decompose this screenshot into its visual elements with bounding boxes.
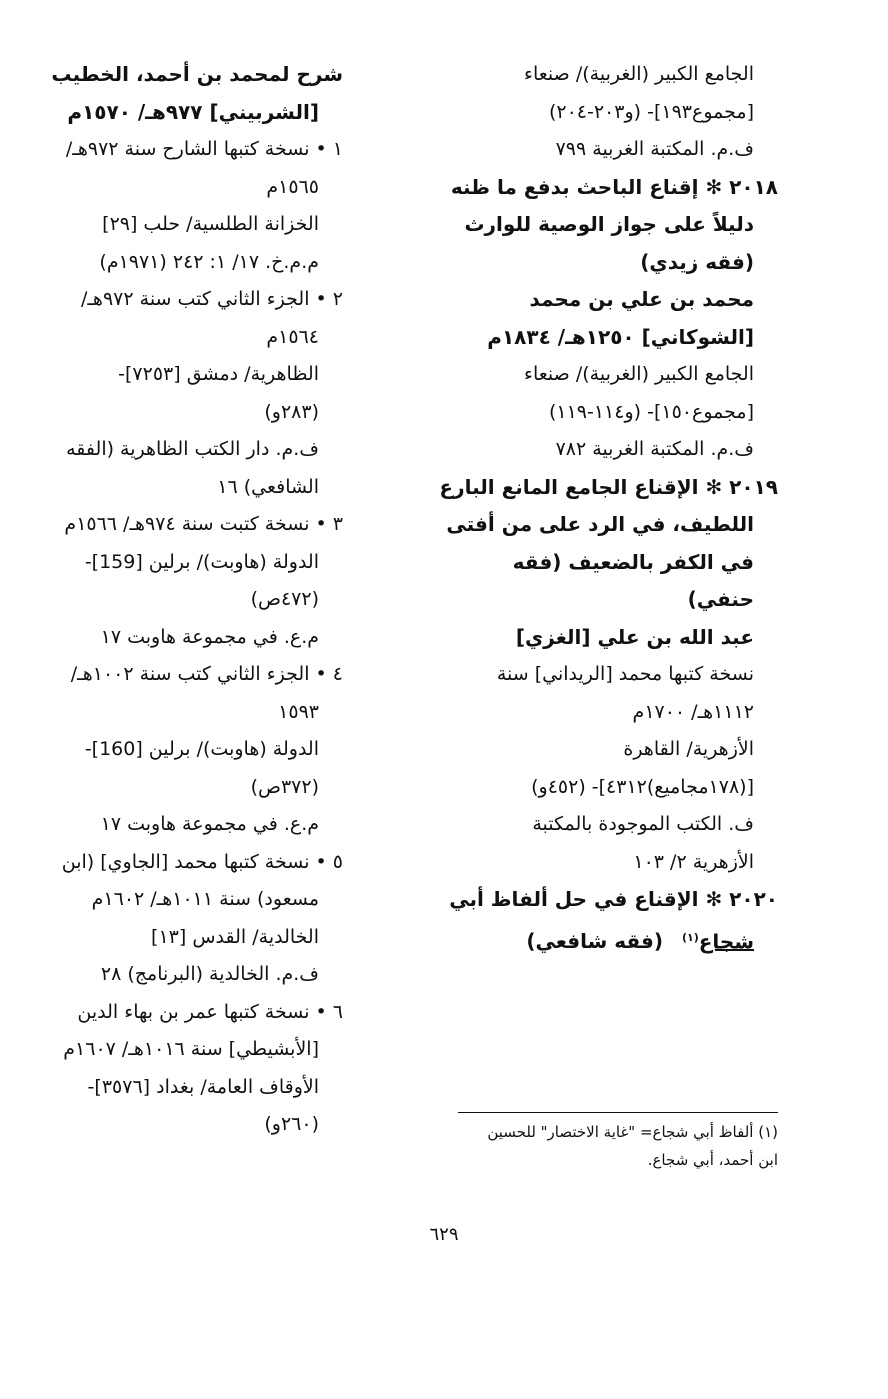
manuscript-line: مسعود) سنة ١٠١١هـ/ ١٦٠٢م	[91, 888, 319, 910]
manuscript-line: ١٥٩٣	[278, 700, 319, 723]
manuscript-line: ٤ • الجزء الثاني كتب سنة ١٠٠٢هـ/	[70, 663, 343, 685]
manuscript-line: الخزانة الطلسية/ حلب [٢٩]	[102, 213, 319, 235]
manuscript-line: (٢٨٣و)	[264, 400, 319, 423]
entry-2019-heading: ٢٠١٩ ✻ الإقناع الجامع المانع البارع	[439, 474, 778, 499]
manuscript-line: (٣٧٢ص)	[250, 775, 319, 798]
heading-category: (فقه شافعي)	[526, 929, 663, 954]
manuscript-line: م.ع. في مجموعة هاوبت ١٧	[100, 813, 319, 835]
page-number: ٦٢٩	[429, 1224, 459, 1245]
manuscript-line: ٦ • نسخة كتبها عمر بن بهاء الدين	[77, 1000, 343, 1023]
footnote-line: ابن أحمد، أبي شجاع.	[647, 1151, 778, 1169]
text-line: ف. الكتب الموجودة بالمكتبة	[532, 813, 754, 835]
manuscript-line: ٥ • نسخة كتبها محمد [الجاوي] (ابن	[61, 850, 343, 873]
manuscript-line: ١٥٦٥م	[266, 175, 319, 198]
text-line: نسخة كتبها محمد [الريداني] سنة	[496, 663, 754, 685]
commentary-title: شرح لمحمد بن أحمد، الخطيب	[51, 62, 343, 86]
text-line: [مجموع١٥٠]- (و١١٤-١١٩)	[548, 400, 754, 423]
text-line: الجامع الكبير (الغربية)/ صنعاء	[524, 63, 754, 85]
heading-word: شجاع	[698, 929, 754, 954]
footnote-line: (١) ألفاظ أبي شجاع= "غاية الاختصار" للحسين	[487, 1123, 778, 1141]
manuscript-line: الخالدية/ القدس [١٣]	[151, 925, 319, 948]
manuscript-line: الدولة (هاوبت)/ برلين [159]-	[84, 550, 319, 573]
entry-2018-heading: دليلاً على جواز الوصية للوارث	[464, 212, 754, 236]
manuscript-line: ف.م. دار الكتب الظاهرية (الفقه	[66, 438, 319, 460]
commentary-title: [الشربيني] ٩٧٧هـ/ ١٥٧٠م	[67, 99, 319, 124]
entry-2019-heading: في الكفر بالضعيف (فقه	[512, 549, 754, 574]
entry-2018-heading: (فقه زيدي)	[640, 249, 754, 274]
manuscript-line: الدولة (هاوبت)/ برلين [160]-	[84, 738, 319, 760]
manuscript-line: (٢٦٠و)	[264, 1113, 319, 1135]
manuscript-line: (٤٧٢ص)	[250, 588, 319, 610]
text-line: [(١٧٨مجاميع)٤٣١٢]- (٤٥٢و)	[531, 775, 754, 798]
manuscript-line: ١ • نسخة كتبها الشارح سنة ٩٧٢هـ/	[65, 138, 343, 160]
entry-2018-author: محمد بن علي بن محمد	[529, 287, 754, 311]
manuscript-line: ٢ • الجزء الثاني كتب سنة ٩٧٢هـ/	[80, 288, 343, 310]
entry-2020-heading: ٢٠٢٠ ✻ الإقناع في حل ألفاظ أبي	[449, 887, 778, 911]
entry-2019-heading: حنفي)	[687, 587, 754, 611]
manuscript-line: ف.م. الخالدية (البرنامج) ٢٨	[100, 963, 319, 985]
entry-2020-heading	[448, 919, 778, 961]
footnote	[448, 1118, 778, 1174]
right-column	[439, 56, 778, 961]
text-line: ف.م. المكتبة الغربية ٧٨٢	[555, 438, 754, 460]
text-line: الأزهرية ٢/ ١٠٣	[633, 850, 754, 873]
entry-2019-author: عبد الله بن علي [الغزي]	[515, 624, 754, 649]
manuscript-line: م.م.خ. ١٧/ ١: ٢٤٢ (١٩٧١م)	[99, 250, 319, 273]
text-line: الأزهرية/ القاهرة	[623, 738, 754, 760]
text-line: [مجموع١٩٣]- (و٢٠٣-٢٠٤)	[548, 100, 754, 123]
entry-2018-heading: ٢٠١٨ ✻ إقناع الباحث بدفع ما ظنه	[450, 174, 778, 199]
left-column	[53, 56, 343, 1144]
manuscript-line: الأوقاف العامة/ بغداد [٣٥٧٦]-	[87, 1075, 319, 1098]
manuscript-line: ١٥٦٤م	[266, 325, 319, 348]
text-line: ١١١٢هـ/ ١٧٠٠م	[632, 700, 754, 723]
entry-2019-heading: اللطيف، في الرد على من أفتى	[446, 512, 754, 536]
manuscript-line: الظاهرية/ دمشق [٧٢٥٣]-	[118, 363, 319, 385]
text-line: الجامع الكبير (الغربية)/ صنعاء	[524, 363, 754, 385]
manuscript-line: [الأبشيطي] سنة ١٠١٦هـ/ ١٦٠٧م	[63, 1038, 319, 1060]
manuscript-line: الشافعي) ١٦	[217, 475, 319, 498]
manuscript-line: ٣ • نسخة كتبت سنة ٩٧٤هـ/ ١٥٦٦م	[64, 513, 343, 535]
text-line: ف.م. المكتبة الغربية ٧٩٩	[555, 138, 754, 160]
footnote-marker: (١)	[681, 930, 699, 944]
entry-2018-author: [الشوكاني] ١٢٥٠هـ/ ١٨٣٤م	[487, 324, 754, 349]
footnote-divider	[458, 1112, 778, 1113]
manuscript-line: م.ع. في مجموعة هاوبت ١٧	[100, 625, 319, 648]
